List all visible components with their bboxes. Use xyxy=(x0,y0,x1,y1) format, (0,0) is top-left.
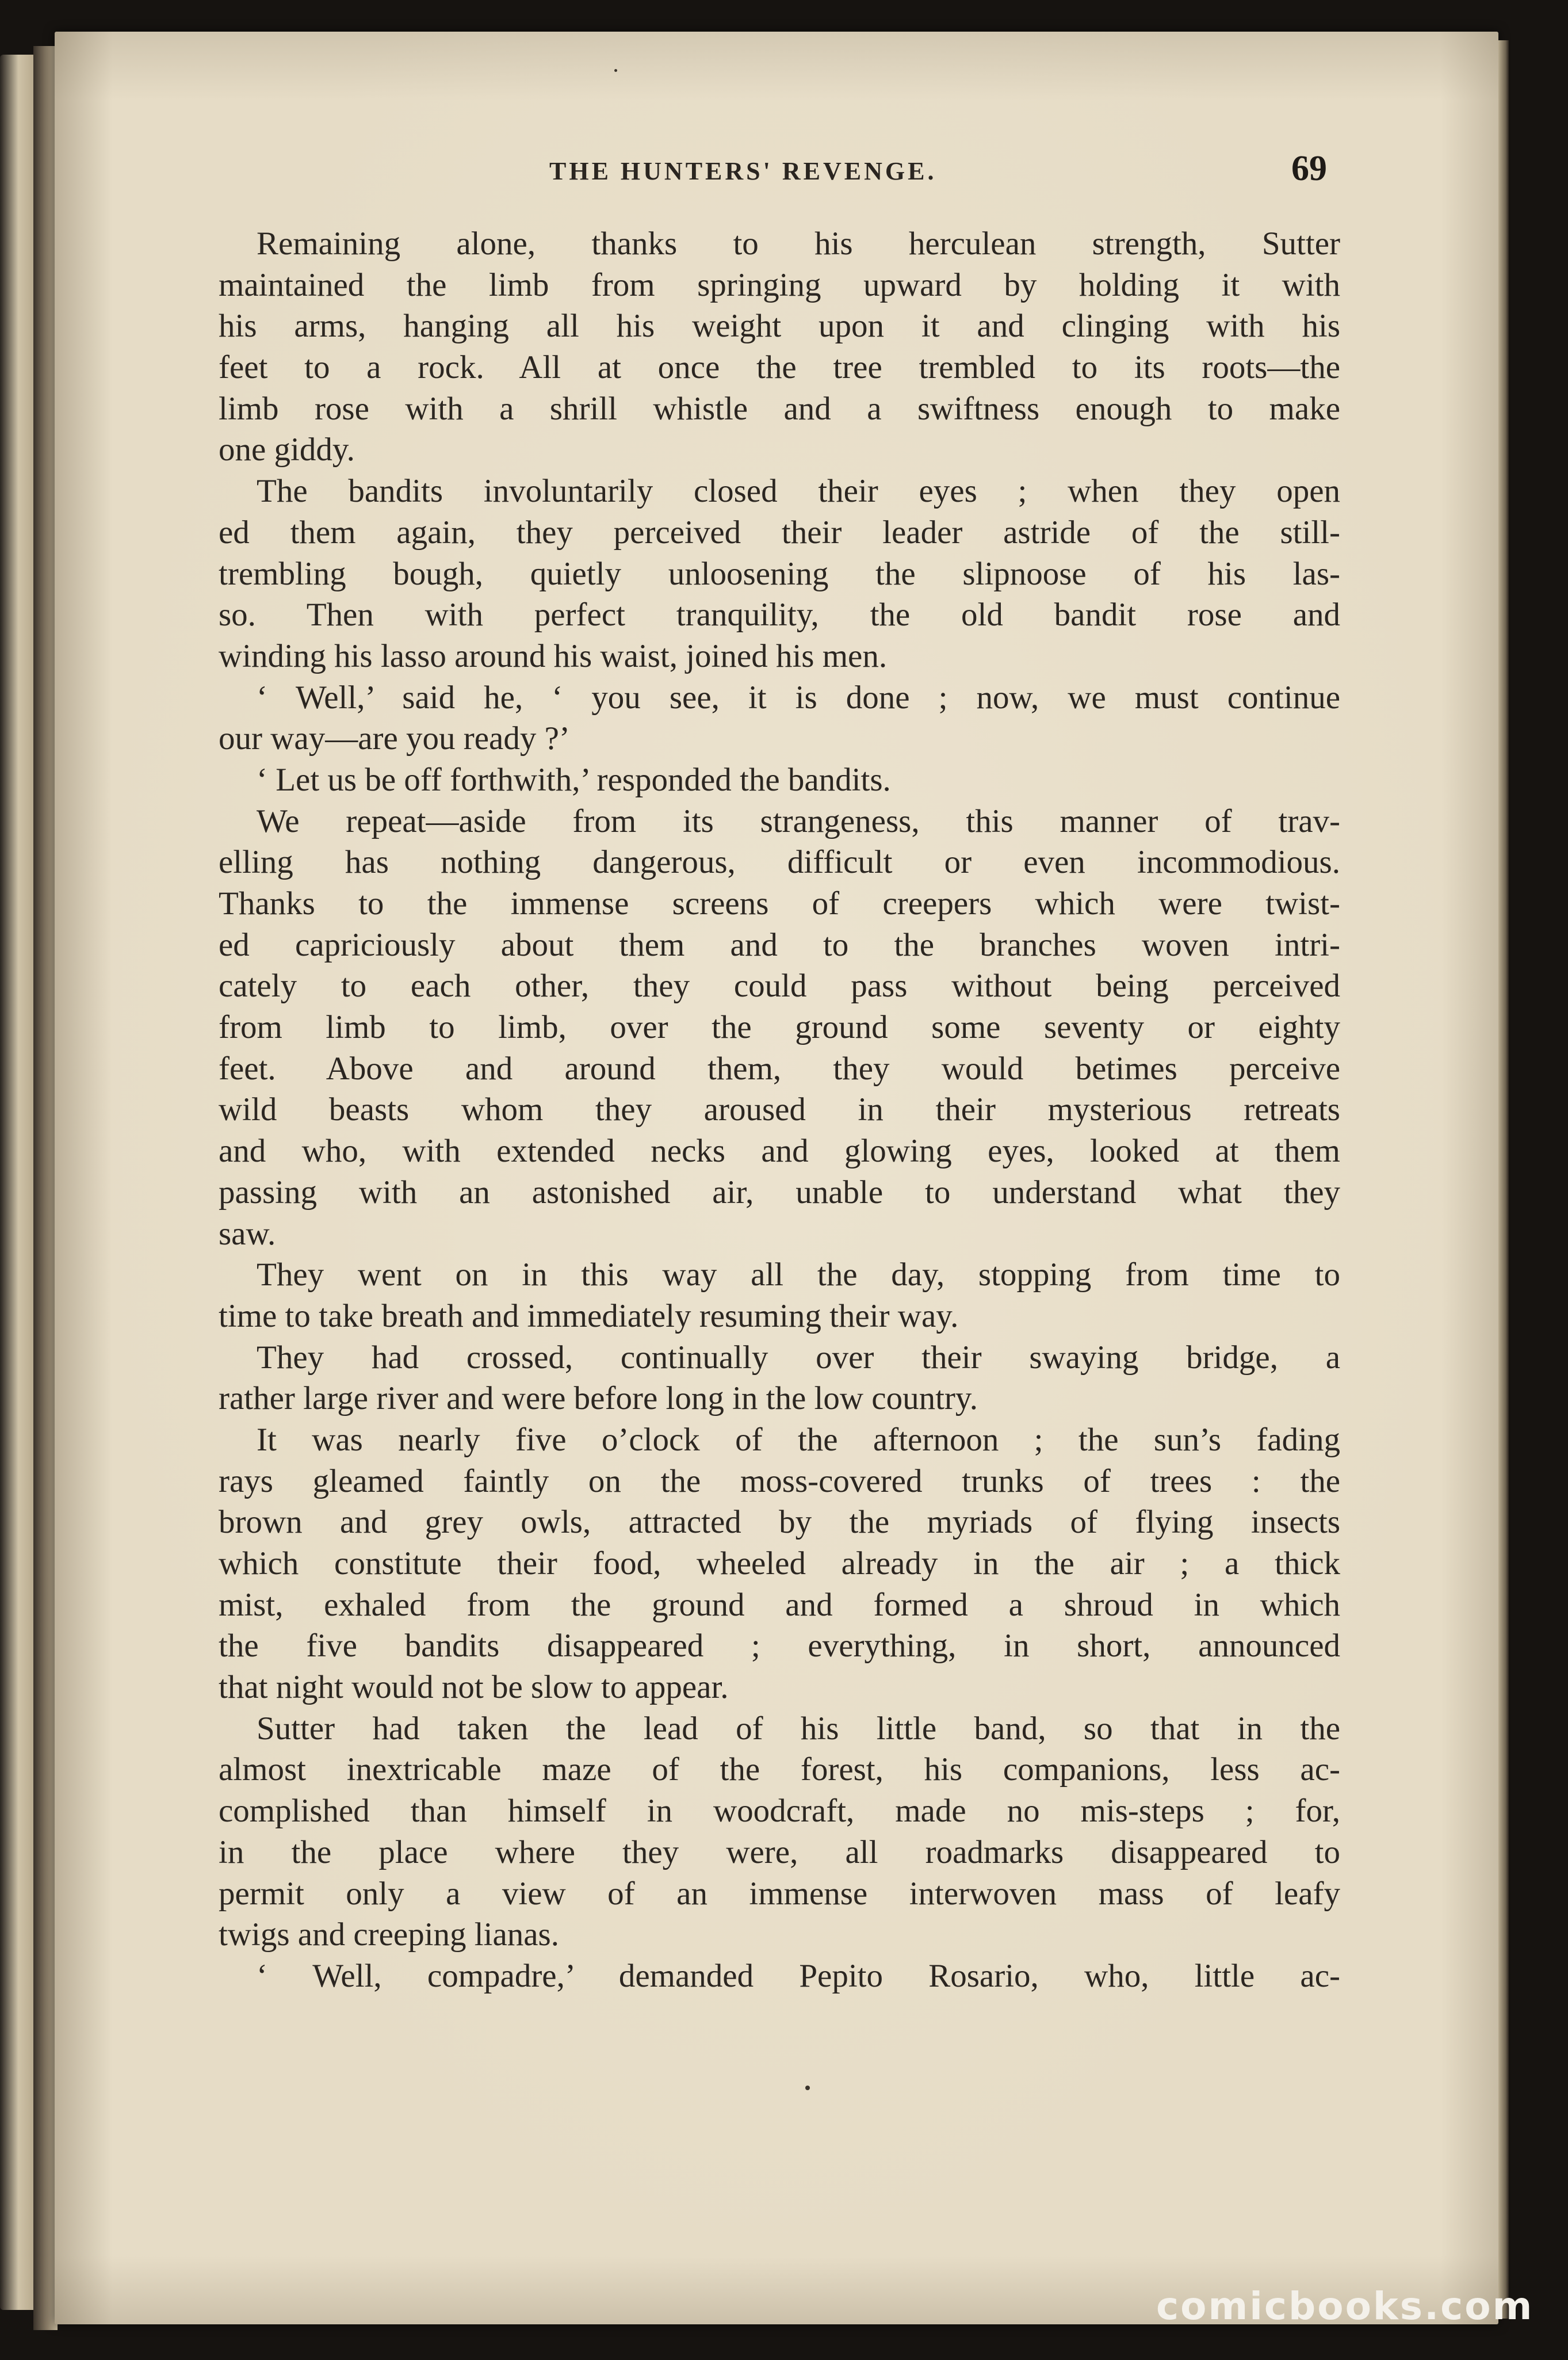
watermark: comicbooks.com xyxy=(1156,2284,1534,2328)
text-line: ed them again, they perceived their leader astride of the still- xyxy=(219,514,1340,551)
text-line: feet. Above and around them, they would betimes perceive xyxy=(219,1050,1340,1087)
text-line: passing with an astonished air, unable to understand what they xyxy=(219,1174,1340,1210)
text-line: permit only a view of an immense interwoven mass of leafy xyxy=(219,1875,1340,1912)
page-number: 69 xyxy=(1291,149,1327,188)
text-line: rays gleamed faintly on the moss-covered trunks of trees : the xyxy=(219,1462,1340,1499)
text-line: almost inextricable maze of the forest, his companions, less ac- xyxy=(219,1751,1340,1788)
text-line: his arms, hanging all his weight upon it and clinging with his xyxy=(219,308,1340,345)
text-line: feet to a rock. All at once the tree trembled to its roots—the xyxy=(219,349,1340,386)
text-line: rather large river and were before long in the low country. xyxy=(219,1380,978,1417)
text-line: They had crossed, continually over their swaying bridge, a xyxy=(257,1339,1340,1376)
text-line: ‘ Well, compadre,’ demanded Pepito Rosario, who, little ac- xyxy=(257,1957,1340,1994)
ink-speck xyxy=(805,2086,810,2090)
text-line: We repeat—aside from its strangeness, this manner of trav- xyxy=(257,803,1340,839)
text-line: from limb to limb, over the ground some seventy or eighty xyxy=(219,1009,1340,1046)
text-line: cately to each other, they could pass without being perceived xyxy=(219,968,1340,1005)
text-line: mist, exhaled from the ground and formed a shroud in which xyxy=(219,1586,1340,1623)
text-line: ‘ Well,’ said he, ‘ you see, it is done ; now, we must continue xyxy=(257,679,1340,716)
text-line: trembling bough, quietly unloosening the slipnoose of his las- xyxy=(219,555,1340,592)
page-stack-edge xyxy=(1498,40,1509,2319)
text-line: Remaining alone, thanks to his herculean strength, Sutter xyxy=(257,226,1340,262)
text-line: one giddy. xyxy=(219,431,355,468)
text-line: so. Then with perfect tranquility, the old bandit rose and xyxy=(219,597,1340,633)
running-head: THE HUNTERS' REVENGE. xyxy=(549,157,937,185)
text-line: winding his lasso around his waist, joined his men. xyxy=(219,637,888,674)
text-line: ed capriciously about them and to the branches woven intri- xyxy=(219,926,1340,963)
text-line: the five bandits disappeared ; everything, in short, announced xyxy=(219,1628,1340,1664)
text-line: ‘ Let us be off forthwith,’ responded the bandits. xyxy=(257,761,891,798)
text-line: Thanks to the immense screens of creepers which were twist- xyxy=(219,885,1340,922)
text-line: maintained the limb from springing upward by holding it with xyxy=(219,266,1340,303)
ink-speck xyxy=(614,69,617,72)
text-line: time to take breath and immediately resuming their way. xyxy=(219,1297,959,1334)
previous-page-edge xyxy=(0,55,33,2310)
text-line: twigs and creeping lianas. xyxy=(219,1916,559,1953)
text-line: They went on in this way all the day, stopping from time to xyxy=(257,1257,1340,1293)
text-line: Sutter had taken the lead of his little band, so that in the xyxy=(257,1710,1340,1747)
body-text xyxy=(219,223,1340,1997)
text-line: wild beasts whom they aroused in their mysterious retreats xyxy=(219,1091,1340,1128)
text-line: our way—are you ready ?’ xyxy=(219,720,570,757)
text-line: and who, with extended necks and glowing eyes, looked at them xyxy=(219,1133,1340,1170)
text-line: in the place where they were, all roadmarks disappeared to xyxy=(219,1834,1340,1870)
text-line: limb rose with a shrill whistle and a swiftness enough to make xyxy=(219,390,1340,427)
text-line: that night would not be slow to appear. xyxy=(219,1669,729,1706)
text-line: which constitute their food, wheeled already in the air ; a thick xyxy=(219,1545,1340,1582)
text-line: It was nearly five o’clock of the afternoon ; the sun’s fading xyxy=(257,1421,1340,1458)
text-line: brown and grey owls, attracted by the myriads of flying insects xyxy=(219,1504,1340,1541)
book-gutter xyxy=(33,46,58,2330)
text-line: The bandits involuntarily closed their eyes ; when they open xyxy=(257,473,1340,510)
text-line: elling has nothing dangerous, difficult or even incommodious. xyxy=(219,844,1340,881)
text-line: saw. xyxy=(219,1215,276,1252)
text-line: complished than himself in woodcraft, made no mis-steps ; for, xyxy=(219,1793,1340,1830)
